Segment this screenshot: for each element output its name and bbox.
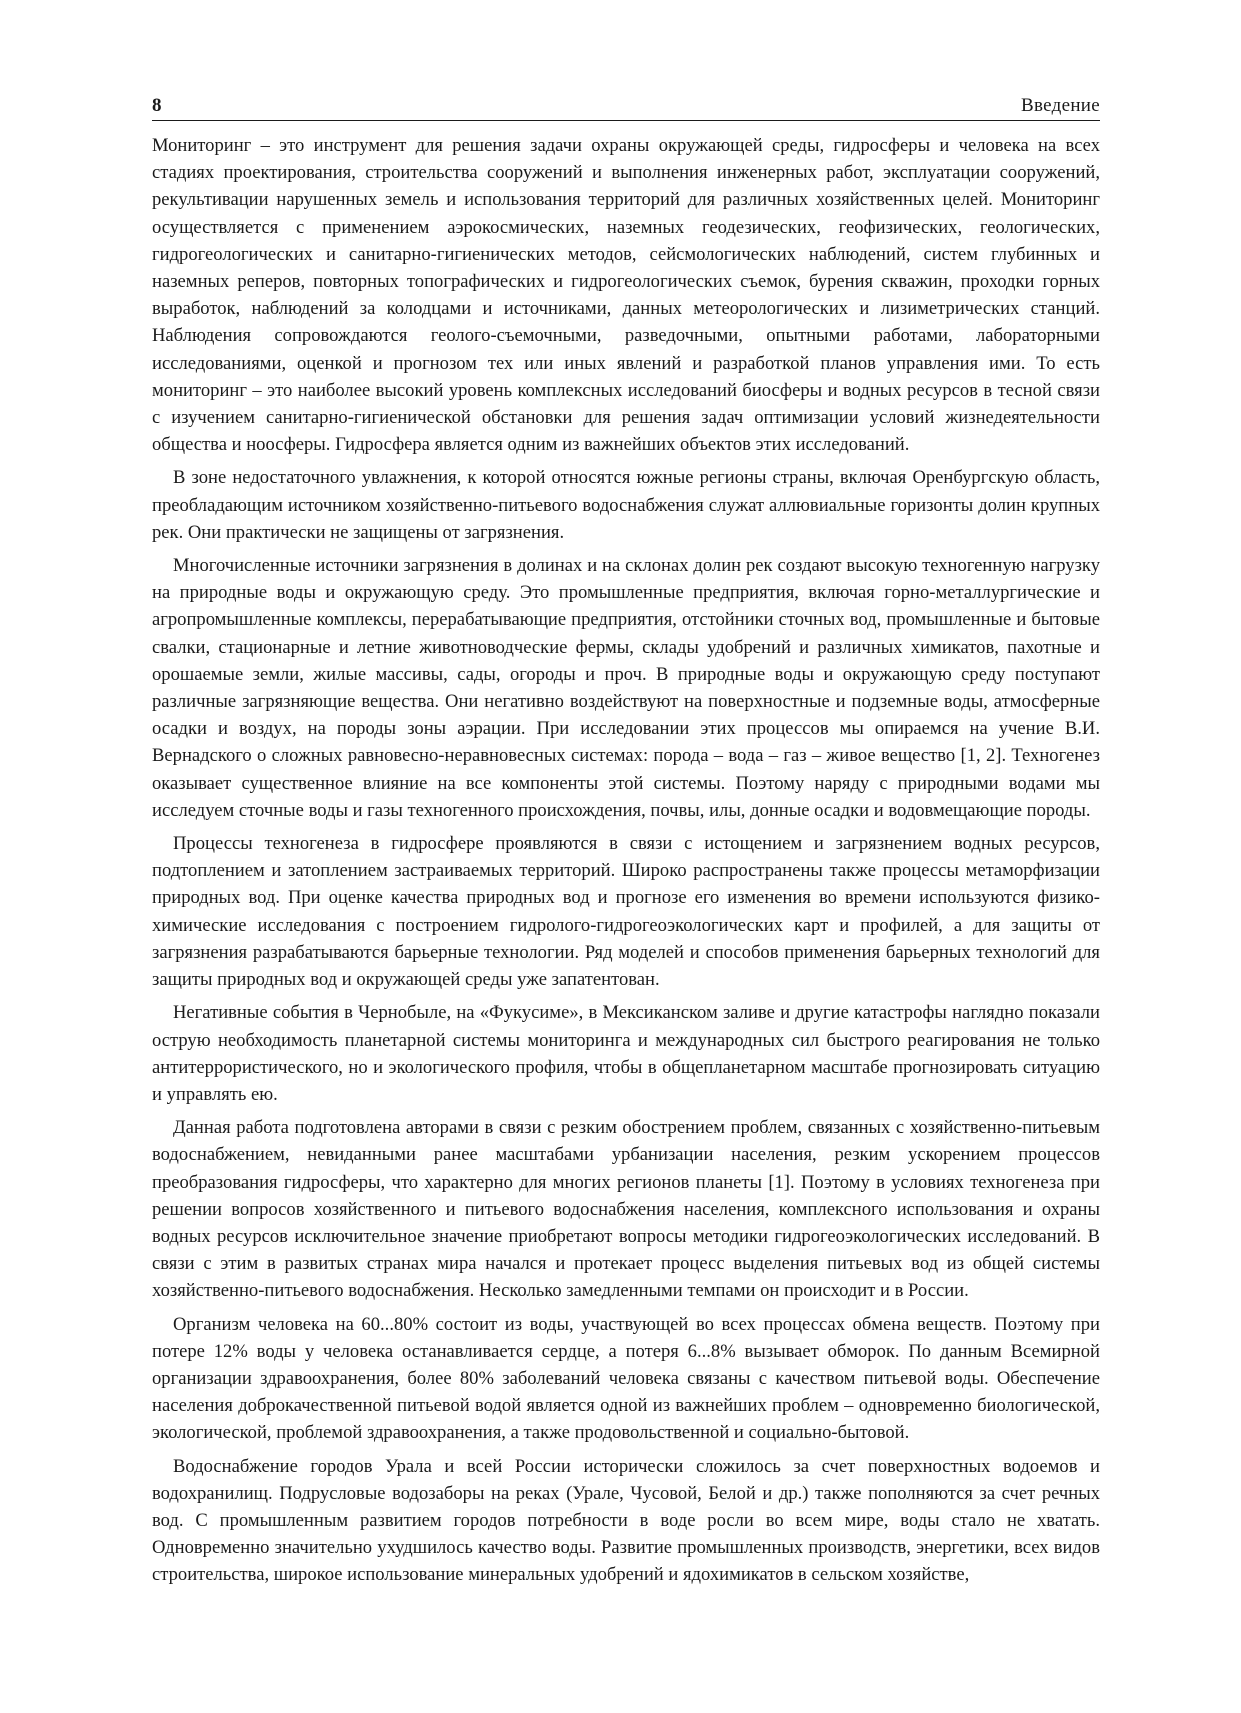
paragraph-pollution-sources: Многочисленные источники загрязнения в долинах и на склонах долин рек создают высокую техногенную нагрузку на природные воды и окружающую среду. Это промышленные предприятия, включая горно-металлургические и агропромышленные комплексы, перерабатывающие предприятия, отстойники сточных вод, промышленные и бытовые свалки, стационарные и летние животноводческие фермы, склады удобрений и различных химикатов, пахотные и орошаемые земли, жилые массивы, сады, огороды и проч. В природные воды и окружающую среду поступают различные загрязняющие вещества. Они негативно воздействуют на поверхностные и подземные воды, атмосферные осадки и воздух, на породы зоны аэрации. При исследовании этих процессов мы опираемся на учение В.И. Вернадского о сложных равновесно-неравновесных системах: порода – вода – газ – живое вещество [1, 2]. Техногенез оказывает существенное влияние на все компоненты этой системы. Поэтому наряду с природными водами мы исследуем сточные воды и газы техногенного происхождения, почвы, илы, донные осадки и водовмещающие породы. (152, 555, 1100, 821)
paragraph-negative-events: Негативные события в Чернобыле, на «Фукусиме», в Мексиканском заливе и другие катастрофы наглядно показали острую необходимость планетарной системы мониторинга и международных сил быстрого реагирования не только антитеррористического, но и экологического профиля, чтобы в общепланетарном масштабе прогнозировать ситуацию и управлять ею. (152, 1002, 1100, 1105)
page-number: 8 (152, 95, 162, 116)
paragraph-technogenesis-processes: Процессы техногенеза в гидросфере проявляются в связи с истощением и загрязнением водных ресурсов, подтоплением и затоплением застраиваемых территорий. Широко распространены также процессы метаморфизации природных вод. При оценке качества природных вод и прогнозе его изменения во времени используются физико-химические исследования с построением гидролого-гидрогеоэкологических карт и профилей, а для защиты от загрязнения разрабатываются барьерные технологии. Ряд моделей и способов применения барьерных технологий для защиты природных вод и окружающей среды уже запатентован. (152, 833, 1100, 991)
paragraph-work-rationale: Данная работа подготовлена авторами в связи с резким обострением проблем, связанных с хозяйственно-питьевым водоснабжением, невиданными ранее масштабами урбанизации населения, резким ускорением процессов преобразования гидросферы, что характерно для многих регионов планеты [1]. Поэтому в условиях техногенеза при решении вопросов хозяйственного и питьевого водоснабжения населения, комплексного использования и охраны водных ресурсов исключительное значение приобретают вопросы методики гидрогеоэкологических исследований. В связи с этим в развитых странах мира начался и протекает процесс выделения питьевых вод из общей системы хозяйственно-питьевого водоснабжения. Несколько замедленными темпами он происходит и в России. (152, 1117, 1100, 1302)
body-text (152, 132, 1100, 1589)
paragraph-human-organism-water: Организм человека на 60...80% состоит из воды, участвующей во всех процессах обмена веществ. Поэтому при потере 12% воды у человека останавливается сердце, а потеря 6...8% вызывает обморок. По данным Всемирной организации здравоохранения, более 80% заболеваний человека связаны с качеством питьевой воды. Обеспечение населения доброкачественной питьевой водой является одной из важнейших проблем – одновременно биологической, экологической, проблемой здравоохранения, а также продовольственной и социально-бытовой. (152, 1313, 1100, 1444)
paragraph-insufficient-moisture-zone: В зоне недостаточного увлажнения, к которой относятся южные регионы страны, включая Оренбургскую область, преобладающим источником хозяйственно-питьевого водоснабжения служат аллювиальные горизонты долин крупных рек. Они практически не защищены от загрязнения. (152, 467, 1100, 543)
document-page (152, 92, 1100, 1595)
section-title: Введение (1021, 95, 1100, 116)
paragraph-ural-water-supply: Водоснабжение городов Урала и всей России исторически сложилось за счет поверхностных водоемов и водохранилищ. Подрусловые водозаборы на реках (Урале, Чусовой, Белой и др.) также пополняются за счет речных вод. С промышленным развитием городов потребности в воде росли во всем мире, воды стало не хватать. Одновременно значительно ухудшилось качество воды. Развитие промышленных производств, энергетики, всех видов строительства, широкое использование минеральных удобрений и ядохимикатов в сельском хозяйстве, (152, 1455, 1100, 1586)
paragraph-monitoring-definition: Мониторинг – это инструмент для решения задачи охраны окружающей среды, гидросферы и человека на всех стадиях проектирования, строительства сооружений и выполнения инженерных работ, эксплуатации сооружений, рекультивации нарушенных земель и использования территорий для различных хозяйственных целей. Мониторинг осуществляется с применением аэрокосмических, наземных геодезических, геофизических, геологических, гидрогеологических и санитарно-гигиенических методов, сейсмологических наблюдений, систем глубинных и наземных реперов, повторных топографических и гидрогеологических съемок, бурения скважин, проходки горных выработок, наблюдений за колодцами и источниками, данных метеорологических и лизиметрических станций. Наблюдения сопровождаются геолого-съемочными, разведочными, опытными работами, лабораторными исследованиями, оценкой и прогнозом тех или иных явлений и разработкой планов управления ими. То есть мониторинг – это наиболее высокий уровень комплексных исследований биосферы и водных ресурсов в тесной связи с изучением санитарно-гигиенической обстановки для решения задач оптимизации условий жизнедеятельности общества и ноосферы. Гидросфера является одним из важнейших объектов этих исследований. (152, 135, 1100, 456)
running-header (152, 92, 1100, 121)
